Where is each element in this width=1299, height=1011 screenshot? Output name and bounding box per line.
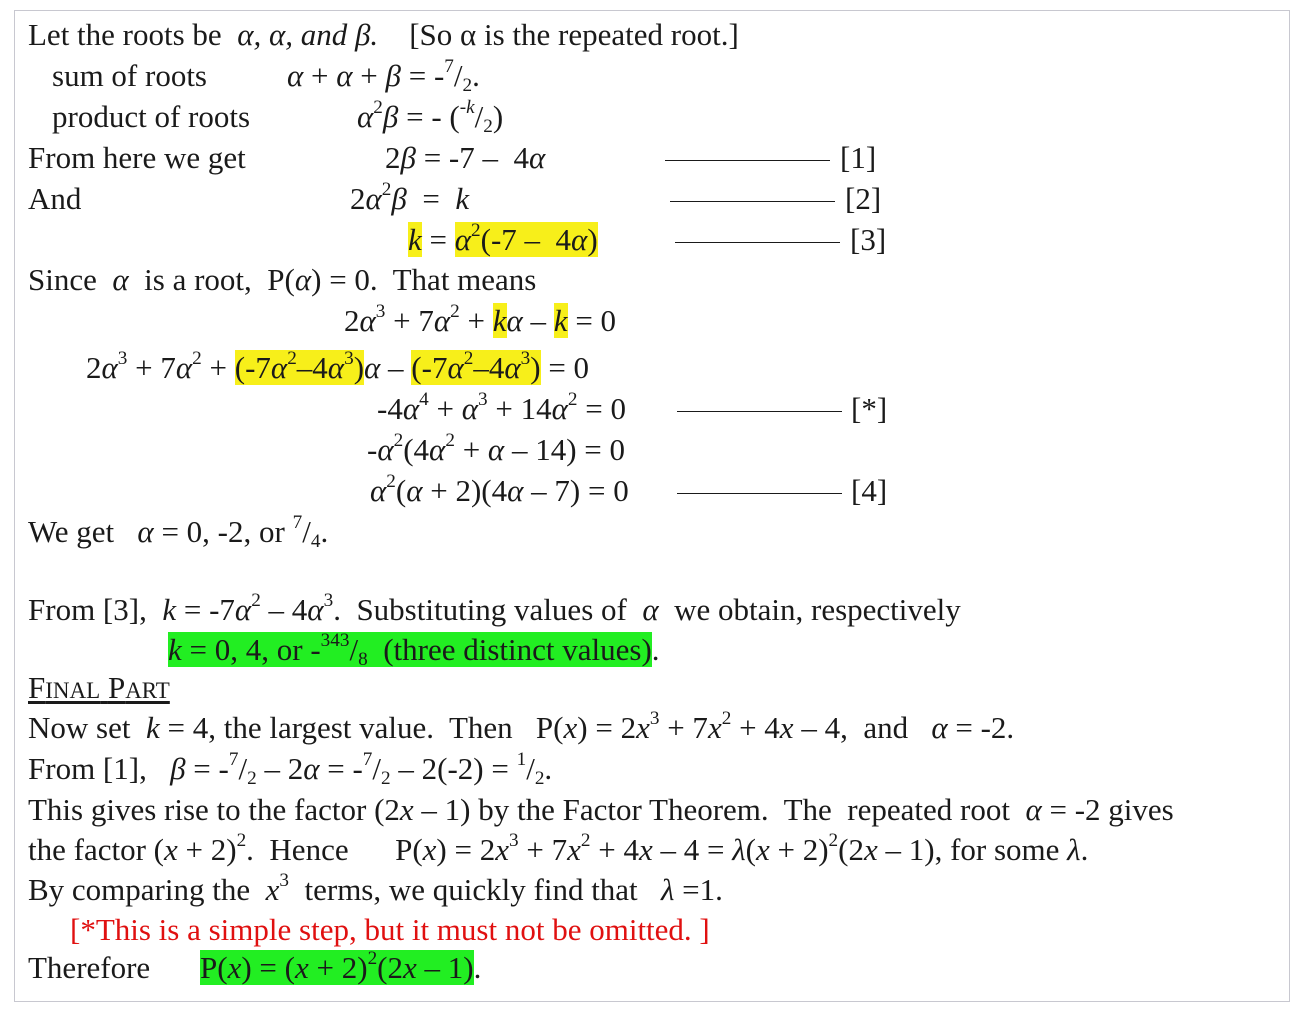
now-set-line: Now set k = 4, the largest value. Then $P(x) = 2x^3 + 7x^2 + 4x - 4$, and α = -2. (28, 708, 1015, 745)
intro-roots: α, α, and β. (237, 17, 379, 52)
from3-line: From [3], $k = -7\alpha^2 - 4\alpha^3$. Substituting values of α we obtain, respectively (28, 590, 961, 627)
rule-star (677, 411, 842, 412)
tag-1: [1] (840, 140, 877, 175)
product-label: product of roots (52, 99, 251, 134)
intro-line (28, 17, 739, 53)
eq1: $2\alpha^3 + 7\alpha^2 + k\alpha - k = 0$ (344, 301, 617, 338)
final-part-heading: FINAL PART (28, 670, 170, 705)
eq5: $\alpha^2(\alpha + 2)(4\alpha - 7) = 0$ (370, 471, 629, 508)
tag-2: [2] (845, 181, 882, 216)
from-here-expr: 2β = -7 – 4α (385, 140, 546, 175)
since-line: Since α is a root, P(α) = 0. That means (28, 262, 537, 297)
from-here-label: From here we get (28, 140, 246, 175)
k-expr: $k = \alpha^2(-7 - 4\alpha)$ (408, 220, 598, 257)
eq2: $2\alpha^3 + 7\alpha^2 + (-7\alpha^2-4\alpha^3)\alpha - (-7\alpha^2-4\alpha^3) = 0$ (86, 348, 590, 385)
rule-1 (665, 160, 830, 161)
tag-3: [3] (850, 222, 887, 257)
tag-4: [4] (851, 473, 888, 508)
rule-4 (677, 493, 842, 494)
from1-line: From [1], $\beta = -^7/_2 - 2\alpha = -^7/_2 - 2(-2) = ^1/_2$. (28, 749, 553, 789)
product-expr: $\alpha^2\beta$ = - $(^{-k}/_2)$ (357, 97, 504, 137)
tag-star: [*] (851, 391, 888, 426)
intro-note: [So α is the repeated root.] (409, 17, 739, 52)
eq4: $-\alpha^2(4\alpha^2 + \alpha - 14) = 0$ (367, 430, 626, 467)
and-label: And (28, 181, 82, 216)
rule-2 (670, 201, 835, 202)
sum-expr: $\alpha + \alpha + \beta = -^7/_2$. (287, 56, 480, 96)
therefore-label: Therefore (28, 950, 151, 985)
eq3: $-4\alpha^4 + \alpha^3 + 14\alpha^2 = 0$ (377, 389, 626, 426)
intro-lead: Let the roots be (28, 17, 222, 52)
and-expr: $2\alpha^2\beta = k$ (350, 179, 470, 216)
k-values: k = 0, 4, or $-^{343}/_8$ (three distinct values). (168, 630, 660, 670)
rule-3 (675, 242, 840, 243)
compare-line: By comparing the $x^3$ terms, we quickly find that λ =1. (28, 870, 723, 907)
sum-label: sum of roots (52, 58, 207, 93)
gives-line: This gives rise to the factor (2x – 1) by the Factor Theorem. The repeated root α = -2 gives (28, 792, 1174, 827)
remark-note: [*This is a simple step, but it must not be omitted. ] (70, 912, 710, 947)
we-get-line: We get α = 0, -2, or $^7/_4$. (28, 512, 329, 552)
factor-line: the factor $(x + 2)^2$. Hence $P(x) = 2x^3 + 7x^2 + 4x - 4 = \lambda(x + 2)^2(2x - 1)$, for some λ. (28, 830, 1089, 867)
final-answer: $P(x) = (x + 2)^2(2x - 1)$. (200, 948, 482, 985)
